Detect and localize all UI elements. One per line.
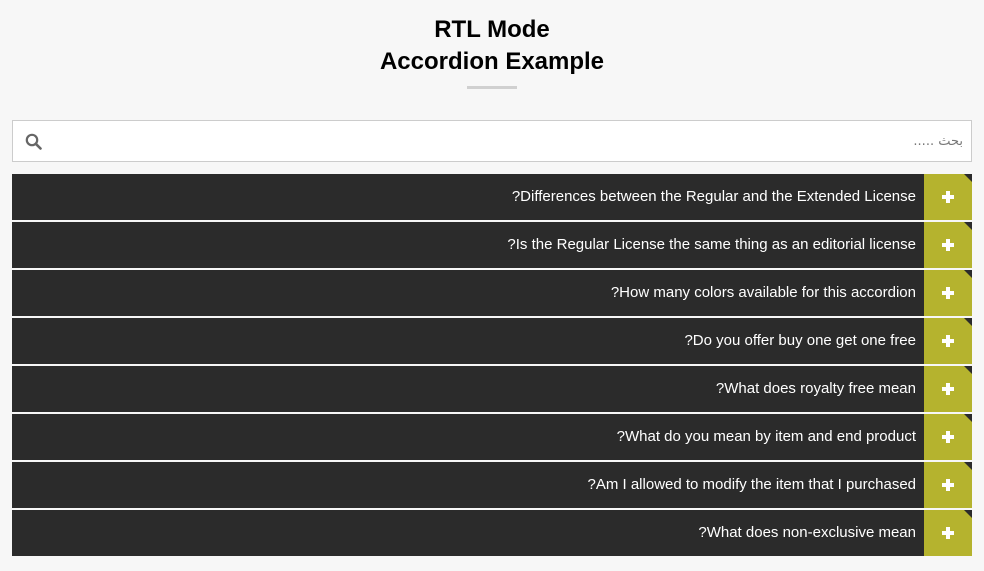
accordion [12, 174, 972, 558]
accordion-toggle[interactable] [924, 222, 972, 268]
plus-icon [942, 191, 954, 203]
page-title [0, 14, 984, 78]
accordion-toggle[interactable] [924, 366, 972, 412]
search-icon[interactable] [25, 133, 42, 150]
accordion-item-label: ?How many colors available for this accordion [610, 284, 916, 301]
accordion-item-label: ?Am I allowed to modify the item that I purchased [587, 476, 916, 493]
plus-icon [942, 383, 954, 395]
accordion-item-label: ?What does non-exclusive mean [698, 524, 916, 541]
accordion-item[interactable] [12, 222, 972, 268]
search-input[interactable] [13, 121, 971, 161]
accordion-item[interactable] [12, 318, 972, 364]
accordion-toggle[interactable] [924, 270, 972, 316]
plus-icon [942, 287, 954, 299]
accordion-item-label: ?What do you mean by item and end product [616, 428, 916, 445]
page-title-line-1: RTL Mode [434, 16, 550, 43]
plus-icon [942, 527, 954, 539]
accordion-item-label: ?Do you offer buy one get one free [684, 332, 916, 349]
search-box [12, 120, 972, 162]
accordion-item[interactable] [12, 462, 972, 508]
accordion-toggle[interactable] [924, 318, 972, 364]
accordion-item[interactable] [12, 414, 972, 460]
plus-icon [942, 335, 954, 347]
title-divider [467, 86, 517, 89]
accordion-item-label: ?What does royalty free mean [715, 380, 916, 397]
accordion-toggle[interactable] [924, 174, 972, 220]
accordion-item[interactable] [12, 366, 972, 412]
plus-icon [942, 431, 954, 443]
plus-icon [942, 479, 954, 491]
accordion-item-label: ?Differences between the Regular and the Extended License [511, 188, 916, 205]
accordion-item[interactable] [12, 270, 972, 316]
accordion-item-label: ?Is the Regular License the same thing as an editorial license [507, 236, 916, 253]
accordion-toggle[interactable] [924, 462, 972, 508]
accordion-toggle[interactable] [924, 510, 972, 556]
accordion-item[interactable] [12, 174, 972, 220]
accordion-item[interactable] [12, 510, 972, 556]
plus-icon [942, 239, 954, 251]
accordion-toggle[interactable] [924, 414, 972, 460]
page-title-line-2: Accordion Example [379, 48, 605, 75]
